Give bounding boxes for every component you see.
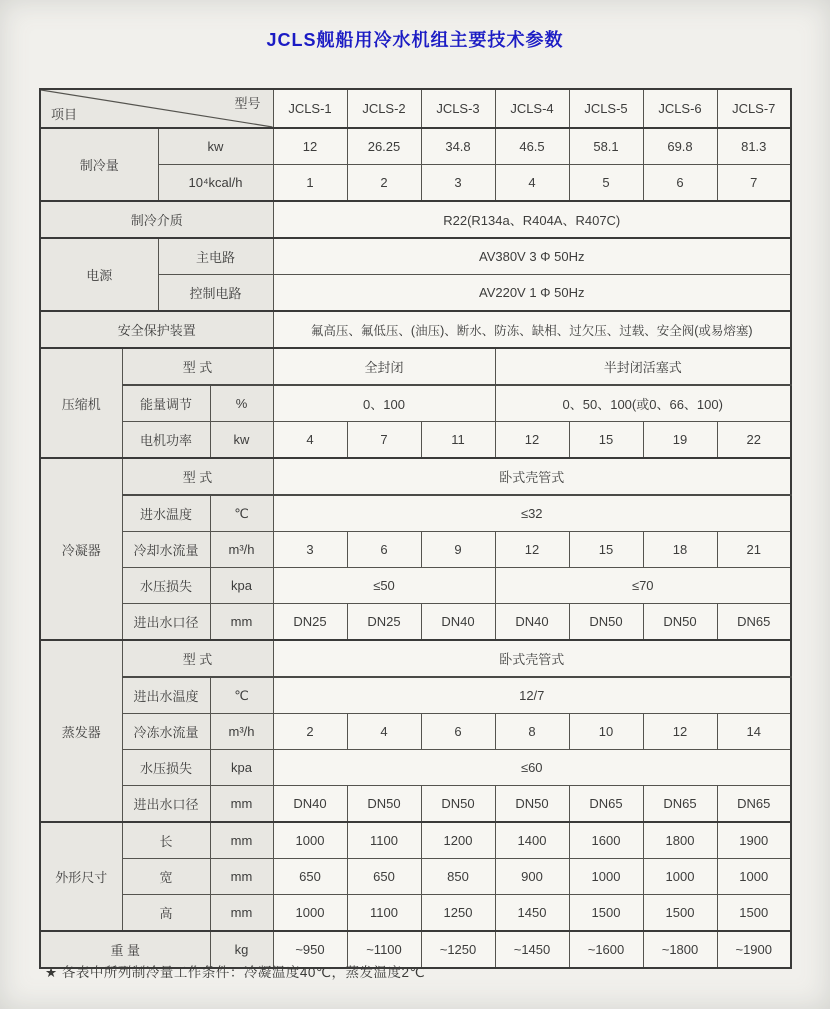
value-cell: 2 [273, 714, 347, 750]
condenser-label: 冷凝器 [40, 458, 122, 640]
value-cell: 10 [569, 714, 643, 750]
value-cell: ~1600 [569, 931, 643, 968]
inout-temp-value: 12/7 [273, 677, 791, 714]
value-cell: 11 [421, 422, 495, 459]
pressure-drop-b: ≤70 [495, 568, 791, 604]
dimensions-label: 外形尺寸 [40, 822, 122, 931]
value-cell: 58.1 [569, 128, 643, 165]
value-cell: 12 [495, 422, 569, 459]
value-cell: 21 [717, 532, 791, 568]
value-cell: DN50 [495, 786, 569, 823]
value-cell: 8 [495, 714, 569, 750]
table-row [40, 422, 791, 459]
safety-devices-value: 氟高压、氟低压、(油压)、断水、防冻、缺相、过欠压、过载、安全阀(或易熔塞) [273, 311, 791, 348]
main-circuit-value: AV380V 3 Φ 50Hz [273, 238, 791, 275]
table-row [40, 348, 791, 385]
page-title: JCLS舰船用冷水机组主要技术参数 [266, 30, 564, 50]
value-cell: 6 [421, 714, 495, 750]
value-cell: 26.25 [347, 128, 421, 165]
unit-label: kw [210, 422, 273, 459]
unit-label: mm [210, 895, 273, 932]
unit-label: kpa [210, 568, 273, 604]
value-cell: 18 [643, 532, 717, 568]
value-cell: 7 [717, 165, 791, 202]
value-cell: 1000 [717, 859, 791, 895]
value-cell: 12 [495, 532, 569, 568]
value-cell: 15 [569, 532, 643, 568]
value-cell: DN65 [717, 786, 791, 823]
weight-label: 重 量 [40, 931, 210, 968]
model-header: JCLS-5 [569, 89, 643, 128]
value-cell: ~950 [273, 931, 347, 968]
table-row [40, 568, 791, 604]
pressure-drop-label: 水压损失 [122, 568, 210, 604]
value-cell: 1500 [643, 895, 717, 932]
unit-label: kg [210, 931, 273, 968]
length-label: 长 [122, 822, 210, 859]
value-cell: DN40 [273, 786, 347, 823]
value-cell: 1450 [495, 895, 569, 932]
value-cell: 1000 [273, 822, 347, 859]
value-cell: 3 [273, 532, 347, 568]
refrigerant-label: 制冷介质 [40, 201, 273, 238]
value-cell: DN40 [495, 604, 569, 641]
model-label: 型号 [234, 96, 261, 111]
value-cell: 14 [717, 714, 791, 750]
value-cell: DN65 [643, 786, 717, 823]
value-cell: ~1800 [643, 931, 717, 968]
value-cell: 1 [273, 165, 347, 202]
spec-table [39, 88, 792, 969]
value-cell: 1100 [347, 822, 421, 859]
model-header: JCLS-2 [347, 89, 421, 128]
table-row [40, 89, 791, 128]
pipe-diameter-label: 进出水口径 [122, 786, 210, 823]
unit-label: ℃ [210, 495, 273, 532]
value-cell: 1500 [717, 895, 791, 932]
unit-label: mm [210, 786, 273, 823]
unit-label: mm [210, 604, 273, 641]
unit-label: % [210, 385, 273, 422]
pressure-drop-label: 水压损失 [122, 750, 210, 786]
value-cell: 19 [643, 422, 717, 459]
main-circuit-label: 主电路 [158, 238, 273, 275]
value-cell: 3 [421, 165, 495, 202]
unit-label: kpa [210, 750, 273, 786]
model-header: JCLS-6 [643, 89, 717, 128]
unit-label: 10⁴kcal/h [158, 165, 273, 202]
model-header: JCLS-4 [495, 89, 569, 128]
value-cell: 5 [569, 165, 643, 202]
value-cell: ~1900 [717, 931, 791, 968]
unit-label: m³/h [210, 714, 273, 750]
value-cell: 850 [421, 859, 495, 895]
value-cell: 1000 [643, 859, 717, 895]
table-row [40, 604, 791, 641]
pipe-diameter-label: 进出水口径 [122, 604, 210, 641]
value-cell: DN65 [569, 786, 643, 823]
height-label: 高 [122, 895, 210, 932]
table-row [40, 201, 791, 238]
value-cell: 1800 [643, 822, 717, 859]
model-header: JCLS-1 [273, 89, 347, 128]
unit-label: m³/h [210, 532, 273, 568]
compressor-label: 压缩机 [40, 348, 122, 458]
motor-power-label: 电机功率 [122, 422, 210, 459]
evaporator-label: 蒸发器 [40, 640, 122, 822]
value-cell: ~1100 [347, 931, 421, 968]
value-cell: ~1450 [495, 931, 569, 968]
value-cell: 1600 [569, 822, 643, 859]
control-circuit-label: 控制电路 [158, 275, 273, 312]
energy-regulation-b: 0、50、100(或0、66、100) [495, 385, 791, 422]
value-cell: 22 [717, 422, 791, 459]
value-cell: 650 [273, 859, 347, 895]
value-cell: 1400 [495, 822, 569, 859]
value-cell: DN50 [643, 604, 717, 641]
value-cell: 4 [273, 422, 347, 459]
chilled-flow-label: 冷冻水流量 [122, 714, 210, 750]
value-cell: 650 [347, 859, 421, 895]
model-header: JCLS-7 [717, 89, 791, 128]
control-circuit-value: AV220V 1 Φ 50Hz [273, 275, 791, 312]
power-label: 电源 [40, 238, 158, 311]
compressor-type-b: 半封闭活塞式 [495, 348, 791, 385]
value-cell: 46.5 [495, 128, 569, 165]
value-cell: 1100 [347, 895, 421, 932]
value-cell: 1500 [569, 895, 643, 932]
value-cell: 1000 [569, 859, 643, 895]
table-row [40, 750, 791, 786]
evaporator-type-value: 卧式壳管式 [273, 640, 791, 677]
value-cell: 4 [347, 714, 421, 750]
refrigerant-value: R22(R134a、R404A、R407C) [273, 201, 791, 238]
table-row [40, 532, 791, 568]
value-cell: 7 [347, 422, 421, 459]
table-row [40, 458, 791, 495]
value-cell: 2 [347, 165, 421, 202]
pressure-drop-a: ≤50 [273, 568, 495, 604]
unit-label: mm [210, 859, 273, 895]
value-cell: DN50 [569, 604, 643, 641]
table-row [40, 859, 791, 895]
inout-temp-label: 进出水温度 [122, 677, 210, 714]
table-row [40, 640, 791, 677]
value-cell: 12 [643, 714, 717, 750]
value-cell: 12 [273, 128, 347, 165]
value-cell: 6 [643, 165, 717, 202]
value-cell: 900 [495, 859, 569, 895]
value-cell: 1250 [421, 895, 495, 932]
table-row [40, 128, 791, 165]
table-row [40, 238, 791, 275]
type-label: 型 式 [122, 640, 273, 677]
value-cell: 4 [495, 165, 569, 202]
table-row [40, 714, 791, 750]
table-row [40, 822, 791, 859]
model-header: JCLS-3 [421, 89, 495, 128]
table-row [40, 495, 791, 532]
value-cell: DN40 [421, 604, 495, 641]
value-cell: DN50 [421, 786, 495, 823]
type-label: 型 式 [122, 458, 273, 495]
value-cell: DN25 [273, 604, 347, 641]
header-item-model-cell [40, 89, 273, 128]
item-label: 项目 [51, 107, 78, 122]
inlet-temp-label: 进水温度 [122, 495, 210, 532]
type-label: 型 式 [122, 348, 273, 385]
energy-regulation-a: 0、100 [273, 385, 495, 422]
unit-label: mm [210, 822, 273, 859]
condenser-type-value: 卧式壳管式 [273, 458, 791, 495]
value-cell: 1000 [273, 895, 347, 932]
table-row [40, 895, 791, 932]
footnote: ★ 各表中所列制冷量工作条件：冷凝温度40℃，蒸发温度2℃ [45, 965, 426, 980]
table-row [40, 786, 791, 823]
value-cell: 6 [347, 532, 421, 568]
table-row [40, 677, 791, 714]
value-cell: 69.8 [643, 128, 717, 165]
value-cell: DN25 [347, 604, 421, 641]
value-cell: 34.8 [421, 128, 495, 165]
value-cell: 81.3 [717, 128, 791, 165]
energy-regulation-label: 能量调节 [122, 385, 210, 422]
value-cell: DN65 [717, 604, 791, 641]
unit-label: ℃ [210, 677, 273, 714]
cooling-flow-label: 冷却水流量 [122, 532, 210, 568]
value-cell: 15 [569, 422, 643, 459]
safety-devices-label: 安全保护装置 [40, 311, 273, 348]
cooling-capacity-label: 制冷量 [40, 128, 158, 201]
value-cell: 1200 [421, 822, 495, 859]
table-row [40, 385, 791, 422]
value-cell: 9 [421, 532, 495, 568]
width-label: 宽 [122, 859, 210, 895]
value-cell: 1900 [717, 822, 791, 859]
table-row [40, 311, 791, 348]
inlet-temp-value: ≤32 [273, 495, 791, 532]
compressor-type-a: 全封闭 [273, 348, 495, 385]
unit-label: kw [158, 128, 273, 165]
value-cell: ~1250 [421, 931, 495, 968]
value-cell: DN50 [347, 786, 421, 823]
pressure-drop-value: ≤60 [273, 750, 791, 786]
